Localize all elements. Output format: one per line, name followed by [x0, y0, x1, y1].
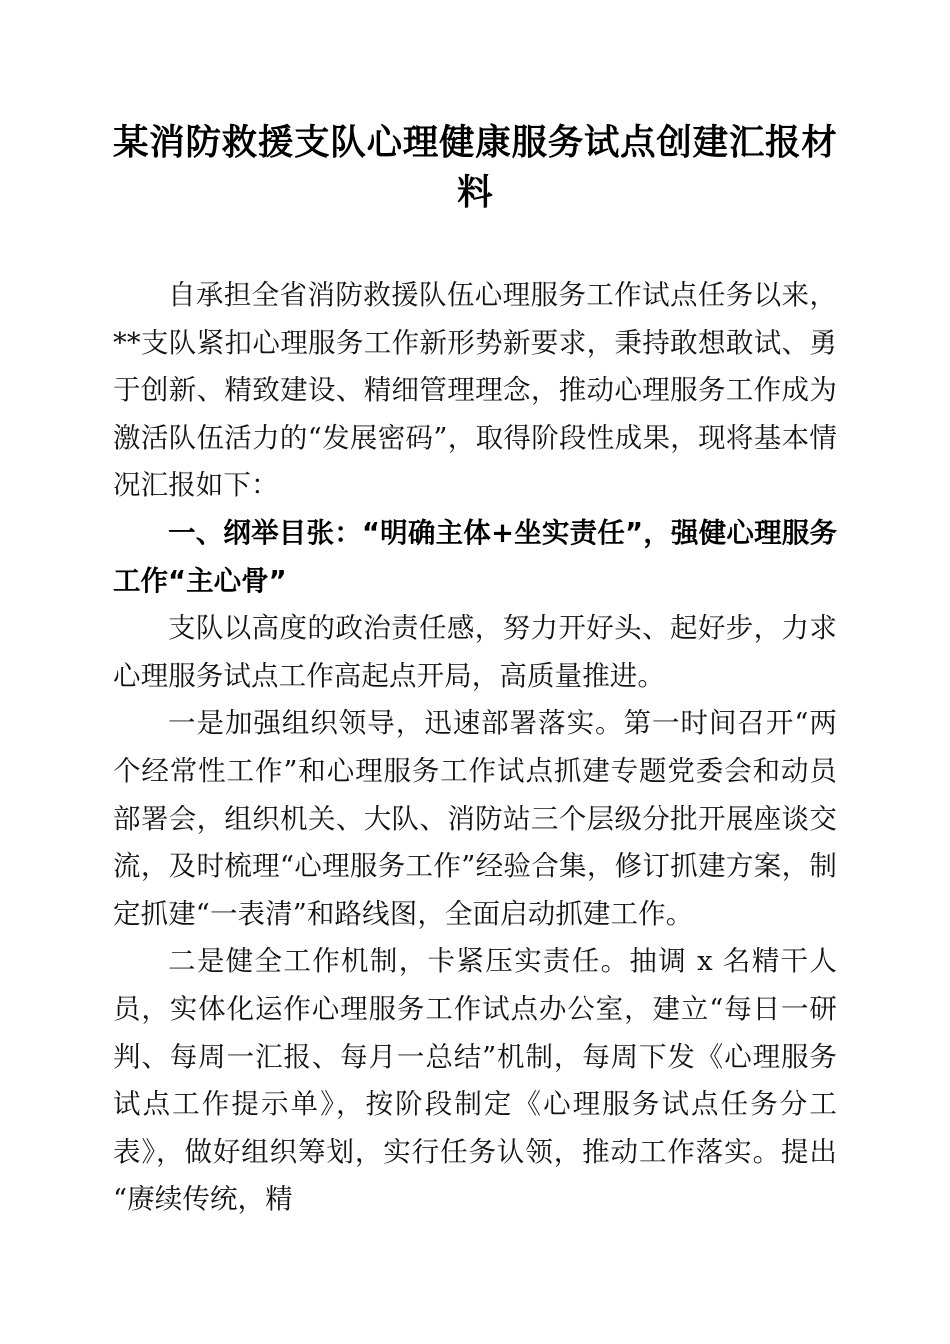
- title-spacer: [113, 218, 837, 272]
- paragraph-section-one-lead: 支队以高度的政治责任感，努力开好头、起好步，力求心理服务试点工作高起点开局，高质量推进。: [113, 612, 837, 692]
- page-title: 某消防救援支队心理健康服务试点创建汇报材料: [113, 122, 837, 213]
- paragraph-point-one: 一是加强组织领导，迅速部署落实。第一时间召开“两个经常性工作”和心理服务工作试点抓建专题党委会和动员部署会，组织机关、大队、消防站三个层级分批开展座谈交流，及时梳理“心理服务工作”经验合集，修订抓建方案，制定抓建“一表清”和路线图，全面启动抓建工作。: [113, 707, 837, 930]
- paragraph-point-two: 二是健全工作机制，卡紧压实责任。抽调 x 名精干人员，实体化运作心理服务工作试点办公室，建立“每日一研判、每周一汇报、每月一总结”机制，每周下发《心理服务试点工作提示单》，按阶段制定《心理服务试点任务分工表》，做好组织筹划，实行任务认领，推动工作落实。提出“赓续传统，精: [113, 945, 837, 1216]
- document-content: [113, 118, 837, 1224]
- paragraph-intro: 自承担全省消防救援队伍心理服务工作试点任务以来，**支队紧扣心理服务工作新形势新要求，秉持敢想敢试、勇于创新、精致建设、精细管理理念，推动心理服务工作成为激活队伍活力的“发展密码”，取得阶段性成果，现将基本情况汇报如下：: [113, 279, 837, 502]
- heading-section-one: 一、纲举目张：“明确主体+坐实责任”，强健心理服务工作“主心骨”: [113, 516, 837, 597]
